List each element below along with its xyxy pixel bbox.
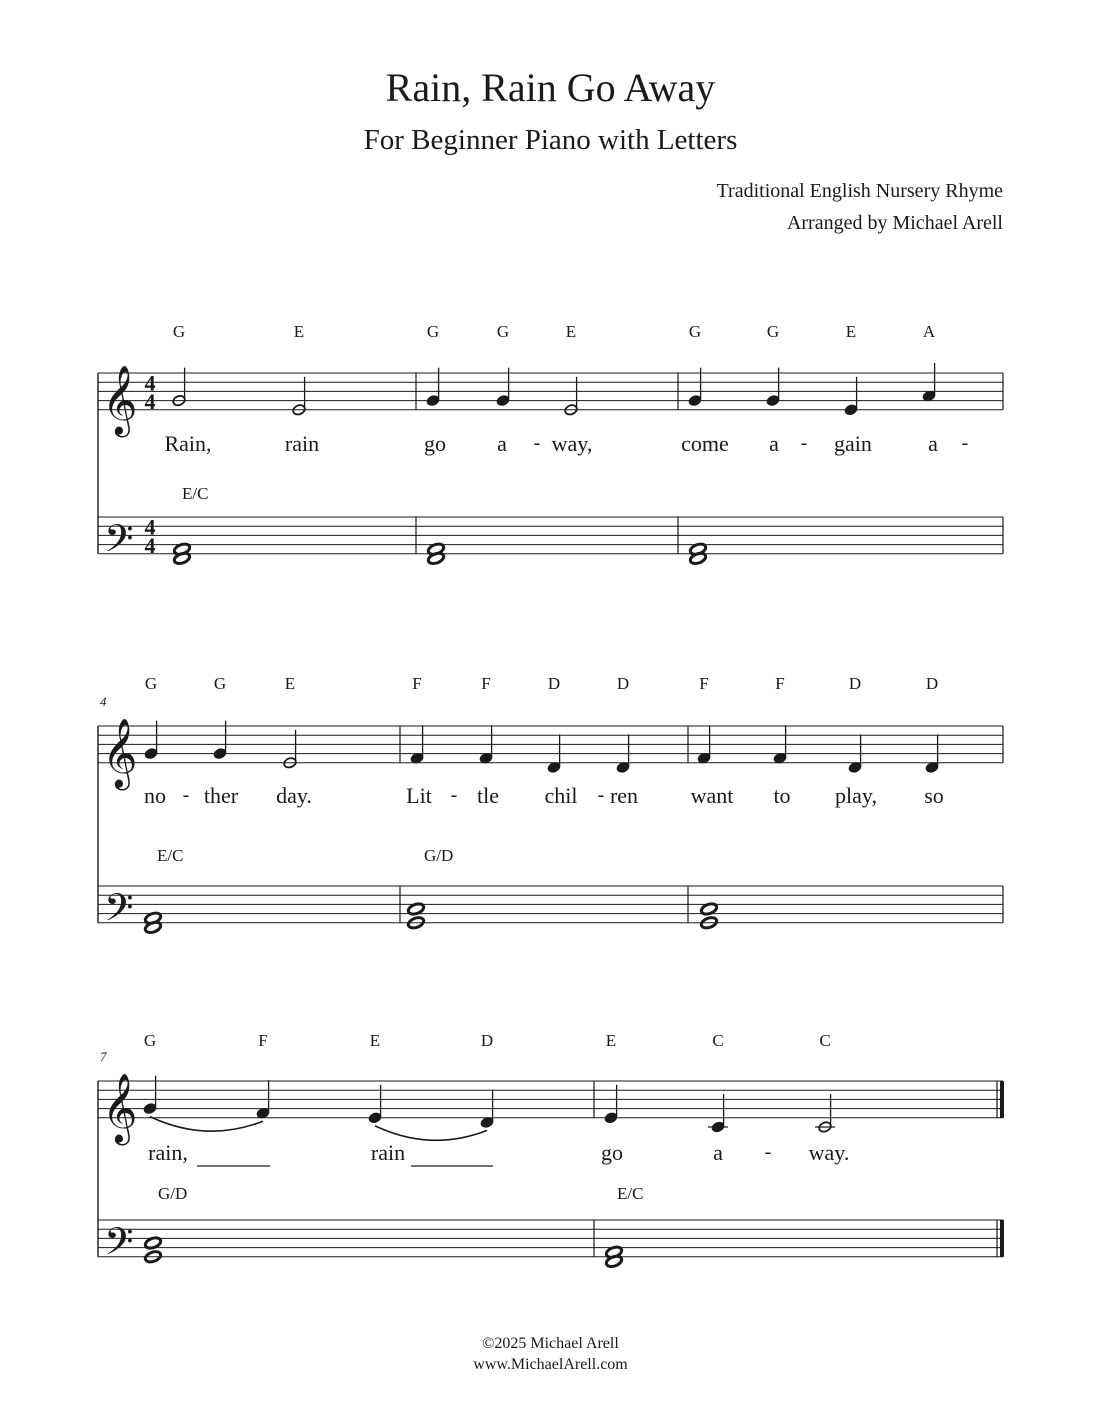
note-letter-label: E: [284, 674, 296, 693]
note-letter-label: C: [712, 1031, 724, 1050]
note-letter-label: F: [412, 674, 422, 693]
chord-symbol: E/C: [157, 846, 184, 865]
note-letter-label: G: [143, 1031, 157, 1050]
lyric-hyphen: -: [597, 784, 605, 806]
note-letter-label: E: [565, 322, 577, 341]
lyric-hyphen: -: [533, 432, 541, 454]
treble-time-signature-bottom: 4: [144, 388, 156, 414]
composer-credit: Traditional English Nursery Rhyme: [716, 180, 1003, 202]
lyric-syllable: go: [601, 1140, 623, 1165]
note-letter-label: G: [688, 322, 702, 341]
lyric-hyphen: -: [764, 1141, 772, 1163]
note-letter-label: F: [775, 674, 785, 693]
note-letter-label: E: [369, 1031, 381, 1050]
lyric-syllable: way.: [808, 1140, 850, 1165]
note-letter-label: D: [848, 674, 862, 693]
slur: [150, 1117, 263, 1132]
treble-clef-icon: 𝄞: [102, 717, 138, 788]
lyric-syllable: a: [713, 1140, 723, 1165]
bass-time-signature-top: 4: [144, 514, 156, 540]
note-letter-label: E: [845, 322, 857, 341]
lyric-syllable: play,: [835, 783, 877, 808]
lyric-syllable: ther: [203, 783, 239, 808]
lyric-syllable: to: [773, 783, 791, 808]
lyric-syllable: Lit: [406, 783, 432, 808]
lyric-syllable: gain: [834, 431, 872, 456]
lyric-hyphen: -: [450, 784, 458, 806]
chord-symbol: E/C: [182, 484, 209, 503]
note-letter-label: A: [922, 322, 936, 341]
note-letter-label: D: [547, 674, 561, 693]
note-letter-label: D: [480, 1031, 494, 1050]
lyric-syllable: tle: [477, 783, 499, 808]
note-letter-label: G: [172, 322, 186, 341]
lyric-syllable: come: [681, 431, 729, 456]
lyric-syllable: want: [690, 783, 734, 808]
treble-time-signature-top: 4: [144, 370, 156, 396]
chord-symbol: E/C: [617, 1184, 644, 1203]
lyric-syllable: rain: [284, 431, 320, 456]
treble-clef-icon: 𝄞: [102, 1072, 138, 1143]
note-letter-label: G: [144, 674, 158, 693]
measure-number: 4: [100, 694, 107, 709]
song-title: Rain, Rain Go Away: [385, 65, 716, 110]
lyric-syllable: rain: [370, 1140, 406, 1165]
lyric-syllable: day.: [276, 783, 312, 808]
note-letter-label: G: [213, 674, 227, 693]
note-letter-label: G: [496, 322, 510, 341]
lyric-syllable: Rain,: [164, 431, 212, 456]
lyric-hyphen: -: [182, 784, 190, 806]
note-letter-label: F: [258, 1031, 268, 1050]
note-letter-label: G: [426, 322, 440, 341]
lyric-syllable: go: [424, 431, 446, 456]
lyric-syllable: way,: [551, 431, 593, 456]
chord-symbol: G/D: [158, 1184, 188, 1203]
bass-clef-icon: 𝄢: [104, 1218, 134, 1273]
lyric-syllable: a: [769, 431, 779, 456]
bass-time-signature-bottom: 4: [144, 532, 156, 558]
measure-number: 7: [100, 1049, 107, 1064]
lyric-syllable: rain,: [148, 1140, 188, 1165]
note-letter-label: F: [699, 674, 709, 693]
lyric-hyphen: -: [800, 432, 808, 454]
website-link: www.MichaelArell.com: [473, 1356, 628, 1373]
slur: [375, 1126, 487, 1141]
bass-clef-icon: 𝄢: [104, 515, 134, 570]
chord-symbol: G/D: [424, 846, 454, 865]
note-letter-label: E: [605, 1031, 617, 1050]
lyric-syllable: chil: [544, 783, 578, 808]
lyric-syllable: ren: [609, 783, 639, 808]
arranger-credit: Arranged by Michael Arell: [786, 212, 1003, 234]
lyric-syllable: so: [924, 783, 944, 808]
note-letter-label: G: [766, 322, 780, 341]
note-letter-label: F: [481, 674, 491, 693]
song-subtitle: For Beginner Piano with Letters: [363, 124, 738, 156]
lyric-syllable: no: [144, 783, 166, 808]
note-letter-label: D: [925, 674, 939, 693]
lyric-syllable: a: [497, 431, 507, 456]
lyric-hyphen: -: [961, 432, 969, 454]
note-letter-label: E: [293, 322, 305, 341]
lyric-syllable: a: [928, 431, 938, 456]
note-letter-label: C: [819, 1031, 831, 1050]
bass-clef-icon: 𝄢: [104, 884, 134, 939]
copyright-notice: ©2025 Michael Arell: [482, 1335, 619, 1352]
treble-clef-icon: 𝄞: [102, 364, 138, 435]
note-letter-label: D: [616, 674, 630, 693]
